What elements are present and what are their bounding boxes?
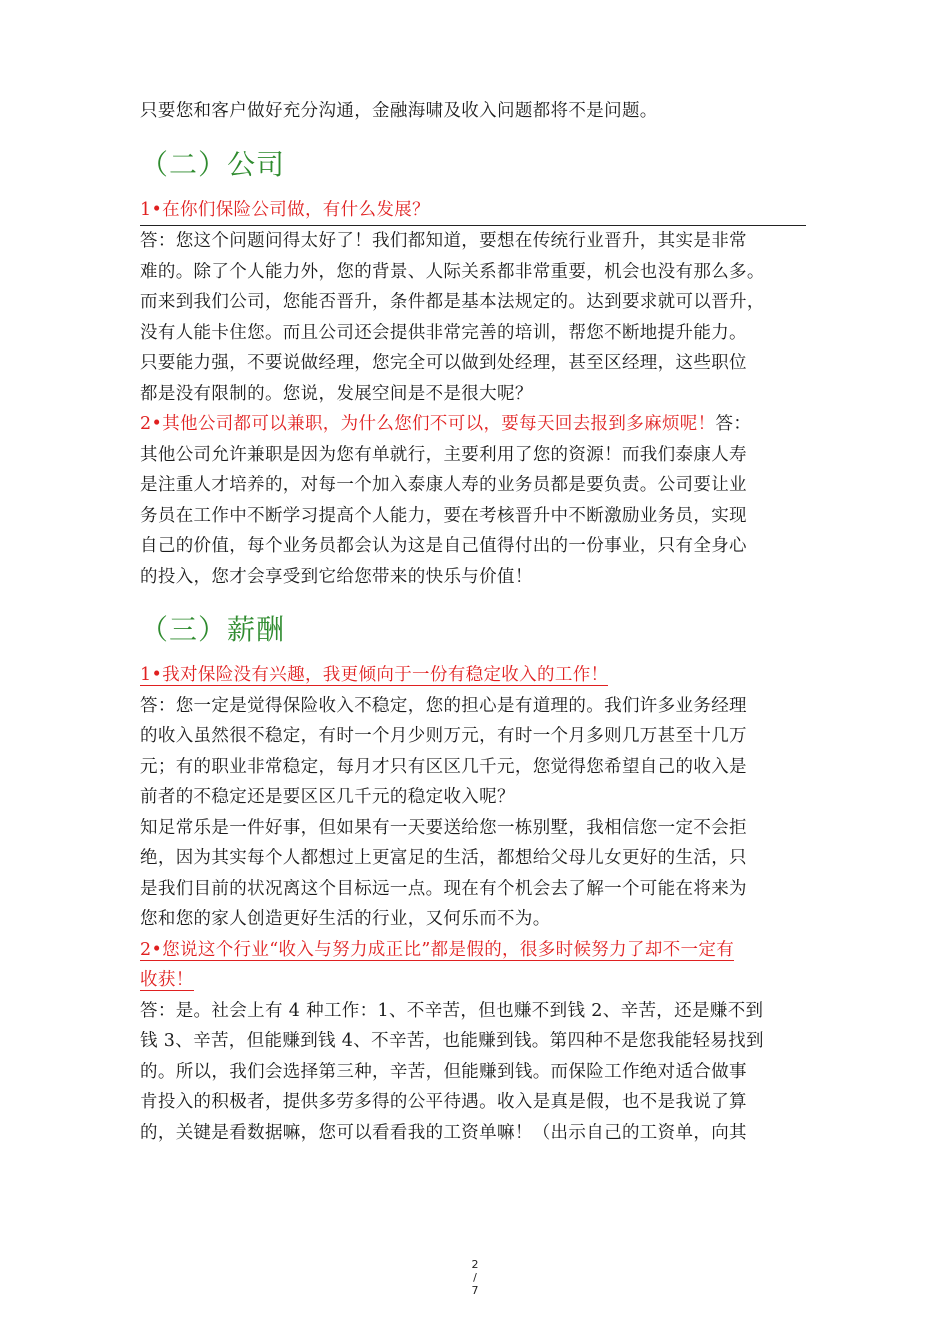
- intro-paragraph: 只要您和客户做好充分沟通，金融海啸及收入问题都将不是问题。: [140, 101, 658, 121]
- page-number: [465, 1258, 485, 1297]
- answer-line: 自己的价值，每个业务员都会认为这是自己值得付出的一份事业，只有全身心: [140, 536, 747, 556]
- answer-paragraph: [140, 440, 810, 593]
- answer-line: 只要能力强，不要说做经理，您完全可以做到处经理，甚至区经理，这些职位: [140, 353, 747, 373]
- answer-line: 前者的不稳定还是要区区几千元的稳定收入呢？: [140, 787, 515, 807]
- page-number-total: 7: [471, 1284, 479, 1297]
- answer-line: 的，关键是看数据嘛，您可以看看我的工资单嘛！（出示自己的工资单，向其: [140, 1122, 747, 1143]
- question-text: 2•您说这个行业“收入与努力成正比”都是假的，很多时候努力了却不一定有: [140, 939, 735, 960]
- answer-paragraph: [140, 226, 810, 409]
- answer-line: 没有人能卡住您。而且公司还会提供非常完善的培训，帮您不断地提升能力。: [140, 322, 747, 343]
- question-heading: [140, 935, 810, 996]
- page-number-separator: /: [473, 1271, 477, 1284]
- answer-line: 您和您的家人创造更好生活的行业，又何乐而不为。: [140, 909, 551, 929]
- answer-line: 元；有的职业非常稳定，每月才只有区区几千元，您觉得您希望自己的收入是: [140, 756, 747, 777]
- question-text: 收获！: [140, 970, 194, 990]
- answer-line: 知足常乐是一件好事，但如果有一天要送给您一栋别墅，我相信您一定不会拒: [140, 817, 747, 838]
- answer-line: 务员在工作中不断学习提高个人能力，要在考核晋升中不断激励业务员，实现: [140, 505, 747, 526]
- answer-line: 其他公司允许兼职是因为您有单就行，主要利用了您的资源！而我们泰康人寿: [140, 444, 747, 465]
- answer-line: 答：您这个问题问得太好了！我们都知道，要想在传统行业晋升，其实是非常: [140, 231, 747, 251]
- section-title-salary: （三）薪酬: [140, 613, 286, 646]
- question-text: 1•我对保险没有兴趣，我更倾向于一份有稳定收入的工作！: [140, 665, 609, 685]
- answer-line: 的收入虽然很不稳定，有时一个月少则万元，有时一个月多则几万甚至十几万: [140, 726, 747, 746]
- answer-line: 是注重人才培养的，对每一个加入泰康人寿的业务员都是要负责。公司要让业: [140, 475, 747, 495]
- answer-line: 难的。除了个人能力外，您的背景、人际关系都非常重要，机会也没有那么多。: [140, 261, 765, 282]
- question-text: 2•其他公司都可以兼职，为什么您们不可以，要每天回去报到多麻烦呢！: [140, 414, 716, 434]
- answer-line: 答：您一定是觉得保险收入不稳定，您的担心是有道理的。我们许多业务经理: [140, 695, 747, 716]
- answer-line: 的。所以，我们会选择第三种，辛苦，但能赚到钱。而保险工作绝对适合做事: [140, 1061, 747, 1082]
- answer-line: 而来到我们公司，您能否晋升，条件都是基本法规定的。达到要求就可以晋升，: [140, 292, 765, 312]
- answer-line: 的投入，您才会享受到它给您带来的快乐与价值！: [140, 566, 533, 587]
- answer-line: 答：是。社会上有 4 种工作：1、不辛苦，但也赚不到钱 2、辛苦，还是赚不到: [140, 1000, 764, 1021]
- question-heading: [140, 660, 810, 691]
- page-content: [140, 96, 810, 1148]
- answer-line: 肯投入的积极者，提供多劳多得的公平待遇。收入是真是假，也不是我说了算: [140, 1092, 747, 1112]
- answer-paragraph: [140, 691, 810, 935]
- answer-line: 钱 3、辛苦，但能赚到钱 4、不辛苦，也能赚到钱。第四种不是您我能轻易找到: [140, 1031, 764, 1051]
- answer-line: 绝，因为其实每个人都想过上更富足的生活，都想给父母儿女更好的生活，只: [140, 848, 747, 868]
- answer-label: 答：: [715, 414, 752, 434]
- answer-line: 是我们目前的状况离这个目标远一点。现在有个机会去了解一个可能在将来为: [140, 878, 747, 899]
- answer-paragraph: [140, 996, 810, 1149]
- page-number-current: 2: [471, 1258, 479, 1271]
- answer-line: 都是没有限制的。您说，发展空间是不是很大呢？: [140, 383, 533, 404]
- section-title-company: （二）公司: [140, 147, 286, 181]
- question-heading: 1•在你们保险公司做，有什么发展？: [140, 195, 806, 227]
- question-heading: [140, 409, 810, 440]
